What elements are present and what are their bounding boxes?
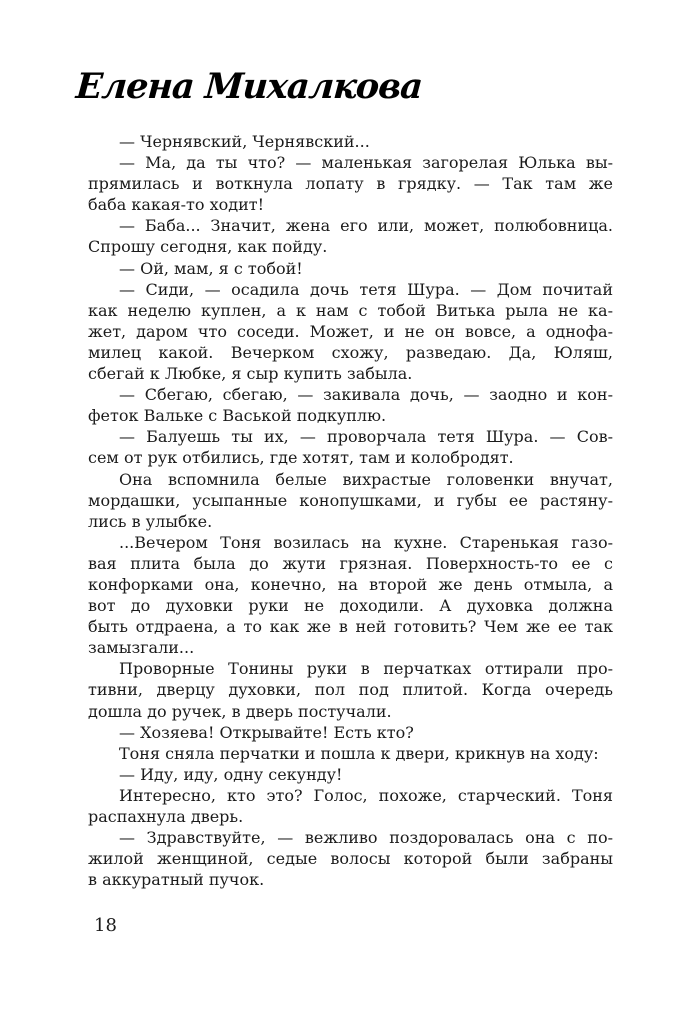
text-line: — Баба... Значит, жена его или, может, полюбовница.	[119, 216, 613, 236]
text-line: — Балуешь ты их, — проворчала тетя Шура. — Сов-	[119, 427, 613, 447]
text-line: замызгали...	[88, 638, 195, 658]
text-line: сем от рук отбились, где хотят, там и колобродят.	[88, 448, 514, 468]
text-line: феток Вальке с Васькой подкуплю.	[88, 406, 387, 426]
page-number: 18	[94, 915, 117, 936]
paragraph	[88, 131, 613, 152]
text-line: жилой женщиной, седые волосы которой были забраны	[88, 849, 613, 869]
paragraph	[88, 215, 613, 257]
paragraph	[88, 827, 613, 890]
paragraph	[88, 258, 613, 279]
text-line: конфорками она, конечно, на второй же день отмыла, а	[88, 574, 613, 594]
text-line: вот до духовки руки не доходили. А духовка должна	[88, 596, 613, 616]
text-line: — Иду, иду, одну секунду!	[119, 764, 343, 784]
text-line: ...Вечером Тоня возилась на кухне. Старенькая газо-	[119, 532, 613, 552]
author-signature: Елена Михалкова	[74, 66, 424, 107]
text-line: жет, даром что соседи. Может, и не он вовсе, а однофа-	[88, 321, 613, 341]
paragraph	[88, 384, 613, 426]
text-line: тивни, дверцу духовки, пол под плитой. Когда очередь	[88, 680, 613, 700]
text-line: вая плита была до жути грязная. Поверхность-то ее с	[88, 553, 613, 573]
text-line: дошла до ручек, в дверь постучали.	[88, 701, 392, 721]
text-line: в аккуратный пучок.	[88, 870, 265, 890]
text-line: Интересно, кто это? Голос, похоже, старческий. Тоня	[119, 785, 613, 805]
text-line: Тоня сняла перчатки и пошла к двери, крикнув на ходу:	[119, 743, 599, 763]
paragraph	[88, 152, 613, 215]
paragraph	[88, 426, 613, 468]
text-line: — Хозяева! Открывайте! Есть кто?	[119, 722, 414, 742]
text-line: Проворные Тонины руки в перчатках оттирали про-	[119, 659, 613, 679]
text-line: как неделю куплен, а к нам с тобой Витька рыла не ка-	[88, 300, 613, 320]
text-line: баба какая-то ходит!	[88, 195, 265, 215]
text-line: сбегай к Любке, я сыр купить забыла.	[88, 364, 413, 384]
text-line: Спрошу сегодня, как пойду.	[88, 237, 328, 257]
paragraph	[88, 722, 613, 743]
paragraph	[88, 743, 613, 764]
paragraph	[88, 279, 613, 384]
paragraph	[88, 532, 613, 659]
paragraph	[88, 658, 613, 721]
paragraph	[88, 469, 613, 532]
body-text	[88, 131, 613, 890]
text-line: — Чернявский, Чернявский...	[119, 132, 370, 151]
text-line: лись в улыбке.	[88, 511, 213, 531]
paragraph	[88, 764, 613, 785]
text-line: — Ой, мам, я с тобой!	[119, 258, 303, 278]
text-line: мордашки, усыпанные конопушками, и губы ее растяну-	[88, 490, 613, 510]
text-line: милец какой. Вечерком схожу, разведаю. Да, Юляш,	[88, 342, 613, 362]
text-line: — Сбегаю, сбегаю, — закивала дочь, — заодно и кон-	[119, 385, 613, 405]
text-line: распахнула дверь.	[88, 807, 244, 826]
text-line: Она вспомнила белые вихрастые головенки внучат,	[119, 469, 613, 489]
text-line: — Здравствуйте, — вежливо поздоровалась она с по-	[119, 828, 613, 848]
paragraph	[88, 785, 613, 827]
text-line: прямилась и воткнула лопату в грядку. — Так там же	[88, 174, 613, 194]
text-line: — Сиди, — осадила дочь тетя Шура. — Дом почитай	[119, 279, 613, 299]
text-line: — Ма, да ты что? — маленькая загорелая Юлька вы-	[119, 153, 613, 173]
text-line: быть отдраена, а то как же в ней готовить? Чем же ее так	[88, 617, 613, 637]
